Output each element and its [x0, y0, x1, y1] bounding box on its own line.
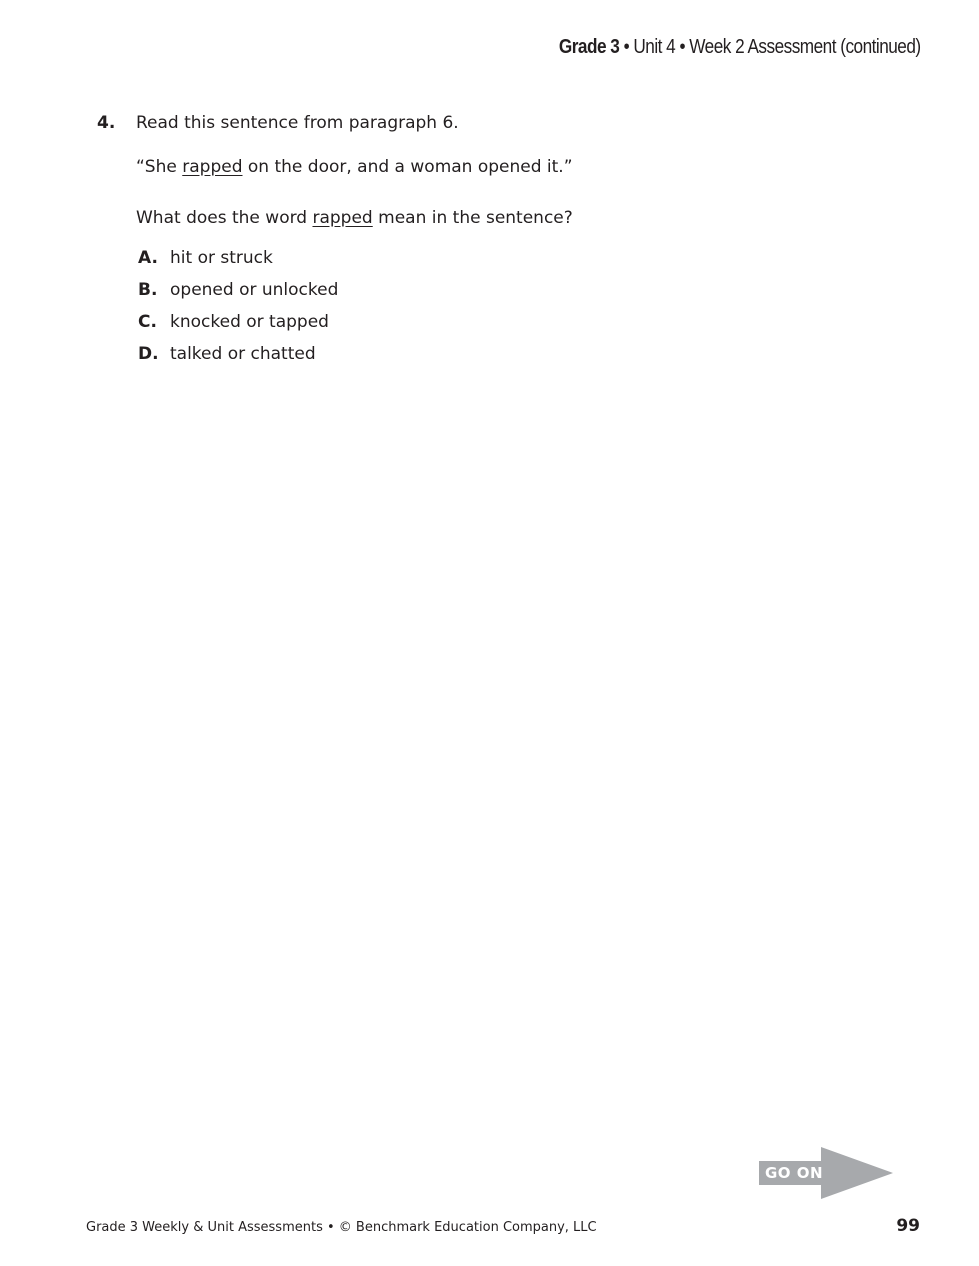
question-4 [97, 111, 897, 374]
question-intro: Read this sentence from paragraph 6. [136, 113, 459, 133]
page-header [559, 36, 921, 59]
quote-text-start: “She [136, 157, 183, 177]
choice-c[interactable] [138, 310, 897, 342]
prompt-text-start: What does the word [136, 208, 313, 228]
question-intro-row [97, 111, 897, 135]
quote-text-end: on the door, and a woman opened it.” [242, 157, 573, 177]
page-number: 99 [896, 1216, 920, 1236]
underlined-word: rapped [182, 157, 243, 177]
choice-b[interactable] [138, 278, 897, 310]
choice-a[interactable] [138, 246, 897, 278]
question-prompt [136, 206, 897, 230]
prompt-text-end: mean in the sentence? [372, 208, 573, 228]
header-grade: Grade 3 [559, 36, 620, 58]
question-number: 4. [97, 113, 116, 133]
choice-letter: A. [138, 248, 158, 268]
header-unit-week: • Unit 4 • Week 2 Assessment (continued) [619, 36, 921, 58]
choice-text: knocked or tapped [170, 312, 329, 332]
choice-d[interactable] [138, 342, 897, 374]
quoted-sentence [136, 155, 897, 179]
choice-letter: D. [138, 344, 159, 364]
choice-text: opened or unlocked [170, 280, 339, 300]
answer-choices [138, 246, 897, 374]
choice-letter: B. [138, 280, 158, 300]
footer-copyright: Grade 3 Weekly & Unit Assessments • © Benchmark Education Company, LLC [86, 1220, 597, 1235]
choice-text: talked or chatted [170, 344, 316, 364]
go-on-arrow [759, 1147, 893, 1199]
prompt-underlined-word: rapped [312, 208, 373, 228]
choice-letter: C. [138, 312, 157, 332]
choice-text: hit or struck [170, 248, 273, 268]
go-on-label: GO ON [765, 1164, 824, 1182]
